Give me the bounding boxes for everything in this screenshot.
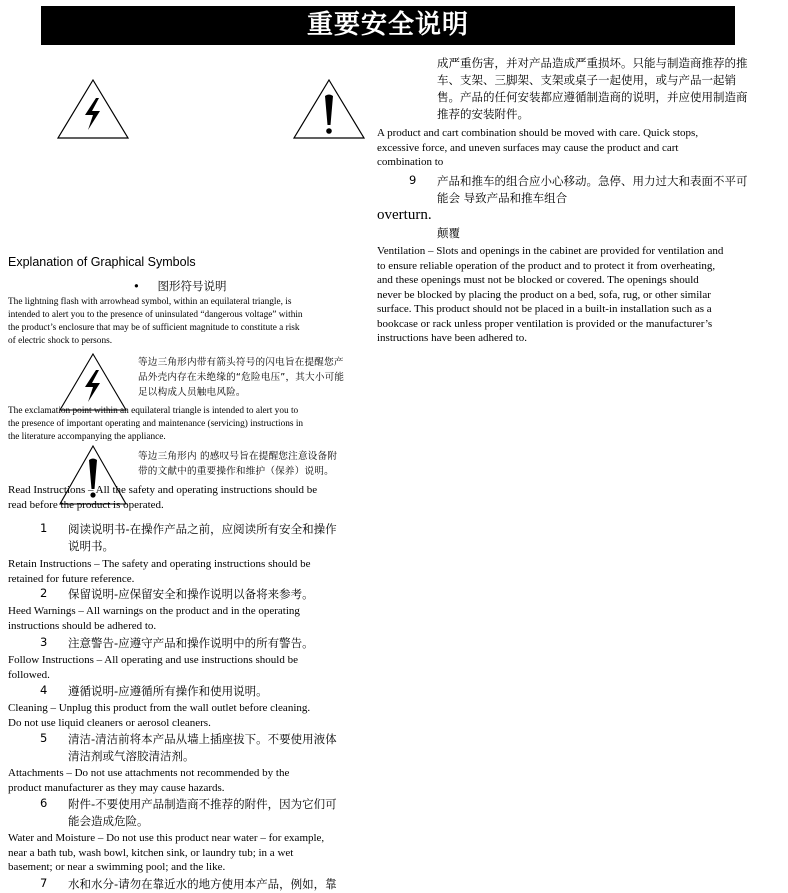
overturn-zh: 颠覆: [437, 226, 460, 240]
item-number: 5: [40, 731, 48, 745]
item-zh: [68, 683, 268, 700]
page-title: 重要安全说明: [41, 6, 735, 45]
item-number: 4: [40, 683, 48, 697]
item-zh: [68, 586, 314, 603]
text-line: 注意警告-应遵守产品和操作说明中的所有警告。: [68, 636, 314, 650]
symbols-heading: [133, 278, 226, 295]
text-line: Heed Warnings – All warnings on the product and in the operating: [8, 605, 300, 617]
item-zh: [68, 876, 337, 893]
text-line: the product’s enclosure that may be of sufficient magnitude to constitute a risk: [8, 323, 300, 333]
item-number: 6: [40, 796, 48, 810]
text-line: retained for future reference.: [8, 572, 135, 585]
text-line: 售。产品的任何安装都应遵循制造商的说明，并应使用制造商: [437, 90, 748, 104]
item-zh: [68, 521, 337, 555]
item-en: [8, 557, 311, 586]
text-line: Do not use liquid cleaners or aerosol cleaners.: [8, 716, 211, 729]
text-line: 清洁-清洁前将本产品从墙上插座拔下。不要使用液体: [68, 732, 337, 746]
text-line: 车、支架、三脚架、支架或桌子一起使用，或与产品一起销: [437, 73, 736, 87]
text-line: 能会造成危险。: [68, 814, 149, 828]
text-line: Attachments – Do not use attachments not recommended by the: [8, 767, 290, 779]
text-line: near a bath tub, wash bowl, kitchen sink, or laundry tub; in a wet: [8, 846, 294, 859]
text-line: Water and Moisture – Do not use this product near water – for example,: [8, 832, 325, 844]
text-line: 等边三角形内带有箭头符号的闪电旨在提醒您产: [138, 357, 344, 368]
text-line: product manufacturer as they may cause hazards.: [8, 781, 225, 794]
text-line: 清洁剂或气溶胶清洁剂。: [68, 749, 195, 763]
text-line: 附件-不要使用产品制造商不推荐的附件，因为它们可: [68, 797, 337, 811]
item-en: [8, 701, 310, 730]
ventilation-en: [377, 244, 723, 346]
text-line: 等边三角形内 的感叹号旨在提醒您注意设备附: [138, 451, 338, 462]
text-line: 足以构成人员触电风险。: [138, 387, 246, 398]
text-line: 水和水分-请勿在靠近水的地方使用本产品，例如，靠: [68, 877, 337, 891]
item-number: 3: [40, 635, 48, 649]
item-number: 9: [409, 173, 417, 187]
lightning-small-icon: [58, 352, 128, 412]
text-line: Retain Instructions – The safety and operating instructions should be: [8, 558, 311, 570]
text-line: to ensure reliable operation of the product and to protect it from overheating,: [377, 259, 716, 272]
text-line: the presence of important operating and maintenance (servicing) instructions in: [8, 419, 304, 429]
text-line: 遵循说明-应遵循所有操作和使用说明。: [68, 684, 268, 698]
text-line: excessive force, and uneven surfaces may cause the product and cart: [377, 141, 679, 154]
text-line: The lightning flash with arrowhead symbol, within an equilateral triangle, is: [8, 297, 292, 307]
bullet: •: [133, 279, 140, 293]
text-line: surface. This product should not be placed in a built-in installation such as a: [377, 303, 712, 315]
text-line: the literature accompanying the appliance.: [8, 432, 166, 442]
text-line: The exclamation point within an equilateral triangle is intended to alert you to: [8, 406, 299, 416]
text-line: read before the product is operated.: [8, 498, 164, 511]
overturn-en: overturn.: [377, 207, 432, 223]
text-line: of electric shock to persons.: [8, 336, 113, 346]
item-en: [8, 831, 324, 875]
lightning-description-en: [8, 296, 303, 348]
item-en: [8, 483, 317, 512]
text-line: Cleaning – Unplug this product from the wall outlet before cleaning.: [8, 702, 311, 714]
text-line: 品外壳内存在未绝缘的“危险电压”，其大小可能: [138, 372, 345, 383]
text-line: 保留说明-应保留安全和操作说明以备将来参考。: [68, 587, 314, 601]
exclamation-description-zh: [138, 449, 337, 479]
text-line: basement; or near a swimming pool; and the like.: [8, 861, 226, 873]
item-en: [8, 604, 300, 633]
symbols-heading-zh: 图形符号说明: [157, 279, 227, 293]
lightning-warning-icon: [56, 78, 130, 140]
text-line: intended to alert you to the presence of uninsulated “dangerous voltage” within: [8, 310, 303, 320]
exclamation-description-en: [8, 405, 303, 444]
text-line: combination to: [377, 156, 444, 168]
cart-warning-en: [377, 126, 698, 170]
text-line: Follow Instructions – All operating and use instructions should be: [8, 654, 298, 666]
item-zh: [68, 635, 314, 652]
item9-zh: [437, 173, 748, 207]
text-line: bookcase or rack unless proper ventilation is provided or the manufacturer’s: [377, 317, 713, 330]
exclamation-warning-icon: [292, 78, 366, 140]
item-number: 7: [40, 876, 48, 890]
item-number: 2: [40, 586, 48, 600]
text-line: A product and cart combination should be moved with care. Quick stops,: [377, 127, 699, 139]
text-line: 推荐的安装附件。: [437, 107, 529, 121]
text-line: 产品和推车的组合应小心移动。急停、用力过大和表面不平可: [437, 174, 748, 188]
text-line: Read Instructions – All the safety and operating instructions should be: [8, 484, 318, 496]
text-line: 成严重伤害，并对产品造成严重损坏。只能与制造商推荐的推: [437, 56, 748, 70]
item-number: 1: [40, 521, 48, 535]
lightning-description-zh: [138, 355, 344, 400]
item-en: [8, 766, 289, 795]
text-line: 能会 导致产品和推车组合: [437, 191, 568, 205]
text-line: 带的文献中的重要操作和维护（保养）说明。: [138, 466, 334, 477]
cart-warning-zh: [437, 55, 748, 123]
section-heading: Explanation of Graphical Symbols: [8, 255, 196, 269]
item-en: [8, 653, 298, 682]
text-line: and these openings must not be blocked or covered. The openings should: [377, 274, 699, 286]
text-line: instructions should be adhered to.: [8, 619, 157, 632]
text-line: 阅读说明书-在操作产品之前，应阅读所有安全和操作: [68, 522, 337, 536]
text-line: 说明书。: [68, 539, 114, 553]
item-zh: [68, 796, 337, 830]
text-line: instructions have been adhered to.: [377, 332, 527, 344]
item-zh: [68, 731, 337, 765]
text-line: Ventilation – Slots and openings in the cabinet are provided for ventilation and: [377, 245, 724, 257]
text-line: followed.: [8, 668, 50, 681]
text-line: never be blocked by placing the product on a bed, sofa, rug, or other similar: [377, 288, 711, 301]
